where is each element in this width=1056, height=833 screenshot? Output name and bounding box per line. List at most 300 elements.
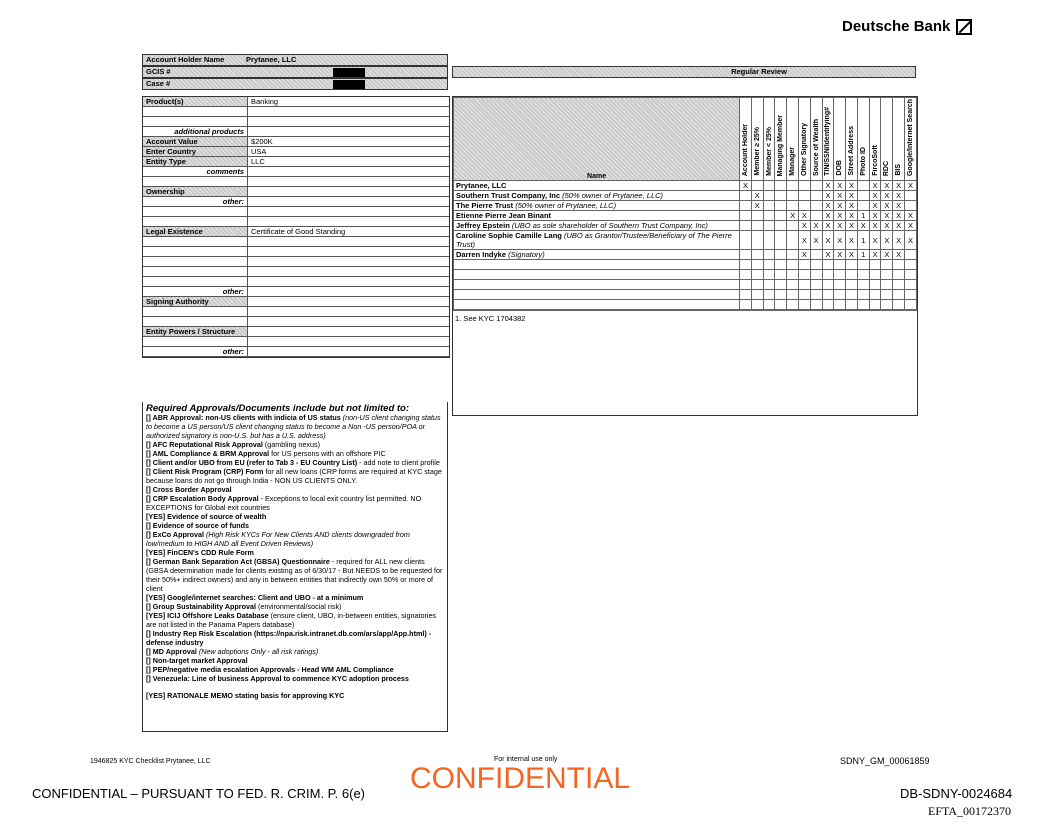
review-matrix-table [453, 97, 917, 310]
form-row [143, 97, 449, 107]
name-column-header: Name [454, 98, 740, 181]
check-cell [881, 270, 893, 280]
check-cell [763, 280, 775, 290]
approval-title: [] Client and/or UBO from EU (refer to Tab 3 - EU Country List) [146, 458, 358, 467]
check-cell: X [893, 231, 905, 250]
column-header-label: Street Address [848, 126, 856, 176]
check-cell: X [799, 231, 811, 250]
column-header-label: Member ≥ 25% [753, 127, 761, 176]
check-cell: X [822, 181, 834, 191]
check-cell [740, 270, 752, 280]
column-header [893, 98, 905, 181]
form-row-label [143, 247, 248, 257]
form-row-label [143, 257, 248, 267]
check-cell [869, 270, 881, 280]
approval-item [146, 458, 444, 467]
check-cell [740, 250, 752, 260]
check-cell [787, 231, 799, 250]
form-row-value [248, 207, 450, 217]
check-cell: X [751, 201, 763, 211]
check-cell: X [846, 191, 858, 201]
approvals-list [146, 413, 444, 700]
check-cell [810, 270, 822, 280]
check-cell: X [881, 201, 893, 211]
check-cell [787, 221, 799, 231]
approval-title: [YES] Google/internet searches: Client and UBO - at a minimum [146, 593, 364, 602]
check-cell: X [846, 231, 858, 250]
approval-detail: (gambling nexus) [262, 440, 321, 449]
form-row [143, 237, 449, 247]
check-cell [740, 221, 752, 231]
approval-detail: (ensure client, UBO, in-between entities, signatories are not listed in the Panama Papers database) [146, 611, 437, 629]
approval-item [146, 485, 444, 494]
check-cell [893, 270, 905, 280]
row-name-cell [454, 181, 740, 191]
form-row-label: Legal Existence [143, 227, 248, 237]
approval-item [146, 593, 444, 602]
form-row-value [248, 117, 450, 127]
table-row [454, 300, 917, 310]
approval-title: [] Client Risk Program (CRP) Form [146, 467, 264, 476]
column-header [869, 98, 881, 181]
check-cell: X [881, 211, 893, 221]
check-cell: X [893, 191, 905, 201]
table-row [454, 250, 917, 260]
check-cell [775, 260, 787, 270]
form-row-label: Account Value [143, 137, 248, 147]
approval-title: [] Evidence of source of funds [146, 521, 250, 530]
check-cell: X [822, 211, 834, 221]
check-cell [846, 280, 858, 290]
column-header-label: FircoSoft [871, 145, 879, 176]
approval-title: [YES] RATIONALE MEMO stating basis for approving KYC [146, 691, 345, 700]
entity-name: Southern Trust Company, Inc [456, 191, 561, 200]
check-cell [810, 290, 822, 300]
check-cell: X [893, 250, 905, 260]
efta-number: EFTA_00172370 [928, 804, 1012, 818]
form-row [143, 247, 449, 257]
check-cell: X [869, 231, 881, 250]
form-row-value [248, 187, 450, 197]
check-cell [857, 191, 869, 201]
review-title: Regular Review [731, 67, 787, 76]
check-cell [893, 260, 905, 270]
approval-item [146, 683, 444, 691]
check-cell: X [751, 191, 763, 201]
column-header-label: Other Signatory [800, 123, 808, 176]
row-name-cell [454, 221, 740, 231]
check-cell: X [799, 221, 811, 231]
approval-item [146, 440, 444, 449]
form-row-label [143, 207, 248, 217]
brand-logo [842, 18, 972, 35]
form-row [143, 157, 449, 167]
check-cell [763, 300, 775, 310]
form-row-label [143, 307, 248, 317]
form-row [143, 227, 449, 237]
check-cell [810, 300, 822, 310]
check-cell [893, 290, 905, 300]
check-cell [881, 300, 893, 310]
approval-title: [] ExCo Approval [146, 530, 205, 539]
check-cell [822, 260, 834, 270]
column-header [787, 98, 799, 181]
column-header [751, 98, 763, 181]
form-row-label [143, 337, 248, 347]
check-cell [857, 201, 869, 211]
db-sdny-number: DB-SDNY-0024684 [900, 786, 1013, 801]
column-header-label: Manager [789, 147, 797, 176]
check-cell [799, 300, 811, 310]
approval-detail: (non-US client changing status to become a US person/US client changing status to become a Non -US person/POA or authorized signatory is non-U.S. but has a U.S. address) [146, 413, 441, 440]
form-row-label: other: [143, 347, 248, 357]
check-cell: 1 [857, 211, 869, 221]
approval-title: [] AML Compliance & BRM Approval [146, 449, 270, 458]
column-header [822, 98, 834, 181]
approval-item [146, 611, 444, 629]
check-cell: X [822, 221, 834, 231]
check-cell [869, 260, 881, 270]
check-cell [810, 260, 822, 270]
deutsche-bank-slash-icon [956, 19, 972, 35]
brand-name: Deutsche Bank [842, 18, 951, 35]
table-row [454, 221, 917, 231]
check-cell [869, 290, 881, 300]
check-cell: X [822, 231, 834, 250]
case-row [142, 78, 448, 90]
check-cell: X [834, 191, 846, 201]
form-row [143, 147, 449, 157]
column-header-label: Google/Internet Search [907, 98, 915, 176]
check-cell [775, 211, 787, 221]
check-cell: X [810, 231, 822, 250]
entity-name: Jeffrey Epstein [456, 221, 510, 230]
column-header [775, 98, 787, 181]
check-cell [787, 201, 799, 211]
form-row-value [248, 237, 450, 247]
approval-title: [YES] ICIJ Offshore Leaks Database [146, 611, 269, 620]
check-cell: X [893, 211, 905, 221]
column-header [881, 98, 893, 181]
check-cell [822, 270, 834, 280]
table-row [454, 191, 917, 201]
check-cell [763, 231, 775, 250]
approval-item [146, 530, 444, 548]
entity-name: Etienne Pierre Jean Binant [456, 211, 552, 220]
approval-title: [] Industry Rep Risk Escalation (https://npa.risk.intranet.db.com/ars/app/App.html) - defense industry [146, 629, 432, 647]
check-cell [869, 280, 881, 290]
form-row-value [248, 337, 450, 347]
check-cell [775, 191, 787, 201]
approval-title: [] MD Approval [146, 647, 197, 656]
check-cell [846, 300, 858, 310]
form-row-value [248, 247, 450, 257]
entity-note: (50% owner of Prytanee, LLC) [515, 201, 617, 210]
form-row [143, 347, 449, 357]
form-row [143, 277, 449, 287]
gcis-row [142, 66, 448, 78]
check-cell [775, 231, 787, 250]
row-name-cell [454, 280, 740, 290]
internal-use: For internal use only [494, 756, 558, 763]
form-row-value [248, 287, 450, 297]
form-row-label: other: [143, 287, 248, 297]
approval-title: [YES] FinCEN's CDD Rule Form [146, 548, 254, 557]
check-cell [822, 300, 834, 310]
column-header-label: Managing Member [777, 114, 785, 176]
approval-title: [YES] Evidence of source of wealth [146, 512, 267, 521]
approval-title: [] Group Sustainability Approval [146, 602, 256, 611]
doc-name: 1946825 KYC Checklist Prytanee, LLC [90, 758, 211, 765]
form-row-value: LLC [248, 157, 450, 167]
check-cell: X [822, 191, 834, 201]
check-cell [799, 270, 811, 280]
check-cell: X [881, 181, 893, 191]
confidential-notice: CONFIDENTIAL – PURSUANT TO FED. R. CRIM. P. 6(e) [32, 786, 366, 801]
check-cell [787, 270, 799, 280]
check-cell [881, 280, 893, 290]
row-name-cell [454, 270, 740, 280]
approval-detail: - Exceptions to local exit country list permitted. NO EXCEPTIONS for Global exit countries [146, 494, 422, 512]
check-cell [810, 280, 822, 290]
form-row-value [248, 277, 450, 287]
approval-item [146, 656, 444, 665]
approvals-heading: Required Approvals/Documents include but not limited to: [146, 403, 410, 414]
review-matrix [452, 96, 918, 416]
form-row [143, 287, 449, 297]
form-row-label: Signing Authority [143, 297, 248, 307]
check-cell: X [834, 201, 846, 211]
check-cell: X [834, 221, 846, 231]
check-cell: X [893, 181, 905, 191]
form-row-label: Entity Type [143, 157, 248, 167]
check-cell [763, 290, 775, 300]
form-row-label [143, 177, 248, 187]
left-form [142, 96, 450, 358]
check-cell [740, 191, 752, 201]
approval-item [146, 674, 444, 683]
check-cell: X [905, 231, 917, 250]
check-cell [857, 181, 869, 191]
column-header-label: Member < 25% [765, 127, 773, 176]
approval-item [146, 467, 444, 485]
table-row [454, 260, 917, 270]
check-cell [846, 270, 858, 280]
check-cell [810, 211, 822, 221]
check-cell [763, 221, 775, 231]
table-row [454, 270, 917, 280]
entity-name: The Pierre Trust [456, 201, 514, 210]
approval-title: [] Venezuela: Line of business Approval to commence KYC adoption process [146, 674, 409, 683]
check-cell: X [787, 211, 799, 221]
form-row-value: Banking [248, 97, 450, 107]
left-form-table [143, 97, 449, 357]
form-row-value [248, 177, 450, 187]
check-cell [810, 250, 822, 260]
form-row-label: Entity Powers / Structure [143, 327, 248, 337]
approval-title: [] Non-target market Approval [146, 656, 248, 665]
check-cell [787, 181, 799, 191]
form-row [143, 297, 449, 307]
check-cell: X [834, 231, 846, 250]
check-cell [775, 201, 787, 211]
check-cell: X [822, 201, 834, 211]
form-row-value: USA [248, 147, 450, 157]
form-row-value [248, 347, 450, 357]
check-cell: X [869, 221, 881, 231]
check-cell [751, 181, 763, 191]
check-cell [799, 201, 811, 211]
check-cell [799, 260, 811, 270]
check-cell: X [905, 211, 917, 221]
column-header [834, 98, 846, 181]
check-cell: X [881, 250, 893, 260]
check-cell [834, 300, 846, 310]
gcis-redaction [333, 68, 365, 77]
check-cell [846, 290, 858, 300]
entity-note: (UBO as sole shareholder of Southern Trust Company, Inc) [511, 221, 708, 230]
check-cell [763, 181, 775, 191]
check-cell: X [905, 221, 917, 231]
approval-item [146, 602, 444, 611]
table-row [454, 201, 917, 211]
check-cell: X [846, 201, 858, 211]
check-cell [751, 211, 763, 221]
confidential-stamp: CONFIDENTIAL [410, 762, 631, 795]
check-cell: X [799, 250, 811, 260]
check-cell [740, 290, 752, 300]
approval-item [146, 557, 444, 593]
check-cell: X [834, 181, 846, 191]
table-row [454, 181, 917, 191]
approval-title: [] AFC Reputational Risk Approval [146, 440, 263, 449]
check-cell [775, 181, 787, 191]
check-cell [822, 290, 834, 300]
check-cell [834, 260, 846, 270]
approval-detail: for all new loans (CRP forms are required at KYC stage because loans do not go through India - NON US CLIENTS ONLY. [146, 467, 442, 485]
column-header-label: BIS [895, 164, 903, 176]
check-cell: X [905, 181, 917, 191]
table-row [454, 231, 917, 250]
form-row [143, 257, 449, 267]
check-cell [751, 231, 763, 250]
check-cell [905, 260, 917, 270]
table-row [454, 280, 917, 290]
check-cell: X [857, 221, 869, 231]
check-cell [787, 300, 799, 310]
check-cell [810, 191, 822, 201]
form-row-label: comments [143, 167, 248, 177]
check-cell [857, 260, 869, 270]
check-cell: X [822, 250, 834, 260]
check-cell [775, 221, 787, 231]
form-row-label: Product(s) [143, 97, 248, 107]
form-row-value [248, 317, 450, 327]
check-cell [763, 211, 775, 221]
check-cell [881, 260, 893, 270]
check-cell [905, 250, 917, 260]
check-cell [787, 290, 799, 300]
check-cell: X [846, 211, 858, 221]
approval-item [146, 665, 444, 674]
check-cell: X [869, 211, 881, 221]
table-row [454, 211, 917, 221]
form-row-value [248, 257, 450, 267]
form-row-label [143, 117, 248, 127]
check-cell [740, 280, 752, 290]
column-header-label: Account Holder [742, 123, 750, 176]
approval-item [146, 512, 444, 521]
entity-note: (50% owner of Prytanee, LLC) [562, 191, 664, 200]
column-header [905, 98, 917, 181]
check-cell: X [846, 221, 858, 231]
column-header [810, 98, 822, 181]
form-row-label [143, 107, 248, 117]
row-name-cell [454, 201, 740, 211]
check-cell: X [846, 181, 858, 191]
form-row [143, 127, 449, 137]
sdny-gm-number: SDNY_GM_00061859 [840, 756, 930, 766]
form-row-value [248, 267, 450, 277]
column-header-label: Source of Wealth [812, 118, 820, 176]
account-holder-label: Account Holder Name [146, 55, 225, 64]
check-cell [763, 270, 775, 280]
approval-title: [] German Bank Separation Act (GBSA) Questionnaire [146, 557, 330, 566]
check-cell [751, 221, 763, 231]
account-holder-row [142, 54, 448, 66]
check-cell [834, 280, 846, 290]
case-redaction [333, 80, 365, 89]
check-cell: X [881, 221, 893, 231]
check-cell [787, 250, 799, 260]
check-cell [822, 280, 834, 290]
approval-detail: (New adoptions Only - all risk ratings) [196, 647, 319, 656]
row-name-cell [454, 250, 740, 260]
form-row [143, 207, 449, 217]
form-row-value [248, 127, 450, 137]
approval-item [146, 647, 444, 656]
check-cell [799, 191, 811, 201]
check-cell [834, 290, 846, 300]
check-cell [857, 280, 869, 290]
form-row-value: Certificate of Good Standing [248, 227, 450, 237]
column-header-label: RDC [883, 160, 891, 176]
check-cell [751, 250, 763, 260]
check-cell [751, 290, 763, 300]
form-row-label: other: [143, 197, 248, 207]
form-row-label [143, 217, 248, 227]
form-row-value [248, 327, 450, 337]
check-cell [740, 201, 752, 211]
check-cell [799, 280, 811, 290]
check-cell [893, 280, 905, 290]
form-row [143, 217, 449, 227]
row-name-cell [454, 191, 740, 201]
form-row [143, 327, 449, 337]
check-cell: X [881, 231, 893, 250]
approval-detail: for US persons with an offshore PIC [269, 449, 386, 458]
column-header [740, 98, 752, 181]
form-row [143, 177, 449, 187]
approval-detail: - add note to client profile [357, 458, 440, 467]
check-cell [763, 260, 775, 270]
form-row-value [248, 107, 450, 117]
check-cell [799, 290, 811, 300]
form-row-value: $200K [248, 137, 450, 147]
account-header [142, 54, 448, 90]
form-row [143, 317, 449, 327]
entity-note: (UBO as Grantor/Trustee/Beneficiary of The Pierre Trust) [456, 231, 732, 249]
